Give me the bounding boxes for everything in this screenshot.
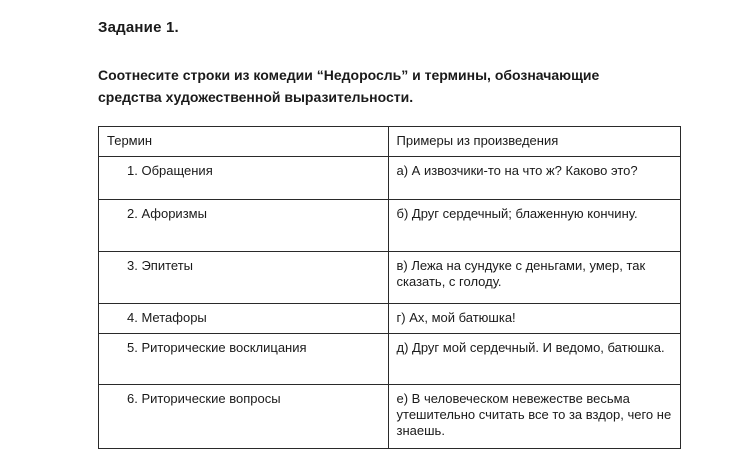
example-cell: д) Друг мой сердечный. И ведомо, батюшка. [388, 334, 680, 385]
example-cell: г) Ах, мой батюшка! [388, 304, 680, 334]
example-cell: б) Друг сердечный; блаженную кончину. [388, 200, 680, 252]
example-cell: а) А извозчики-то на что ж? Каково это? [388, 157, 680, 200]
task-instructions [98, 64, 698, 108]
term-cell: 3. Эпитеты [99, 252, 389, 304]
table-header-row [99, 127, 681, 157]
term-cell: 4. Метафоры [99, 304, 389, 334]
table-row [99, 157, 681, 200]
task-instructions-line1: Соотнесите строки из комедии “Недоросль” и термины, обозначающие [98, 67, 600, 83]
table-row [99, 304, 681, 334]
example-cell: в) Лежа на сундуке с деньгами, умер, так сказать, с голоду. [388, 252, 680, 304]
task-title: Задание 1. [98, 19, 179, 36]
terms-table [98, 126, 681, 449]
term-cell: 6. Риторические вопросы [99, 385, 389, 449]
table-row [99, 385, 681, 449]
table-row [99, 252, 681, 304]
example-cell: е) В человеческом невежестве весьма утешительно считать все то за вздор, чего не знаешь. [388, 385, 680, 449]
table-row [99, 334, 681, 385]
term-cell: 1. Обращения [99, 157, 389, 200]
term-cell: 2. Афоризмы [99, 200, 389, 252]
header-examples: Примеры из произведения [388, 127, 680, 157]
header-term: Термин [99, 127, 389, 157]
table-row [99, 200, 681, 252]
term-cell: 5. Риторические восклицания [99, 334, 389, 385]
task-instructions-line2: средства художественной выразительности. [98, 89, 414, 105]
